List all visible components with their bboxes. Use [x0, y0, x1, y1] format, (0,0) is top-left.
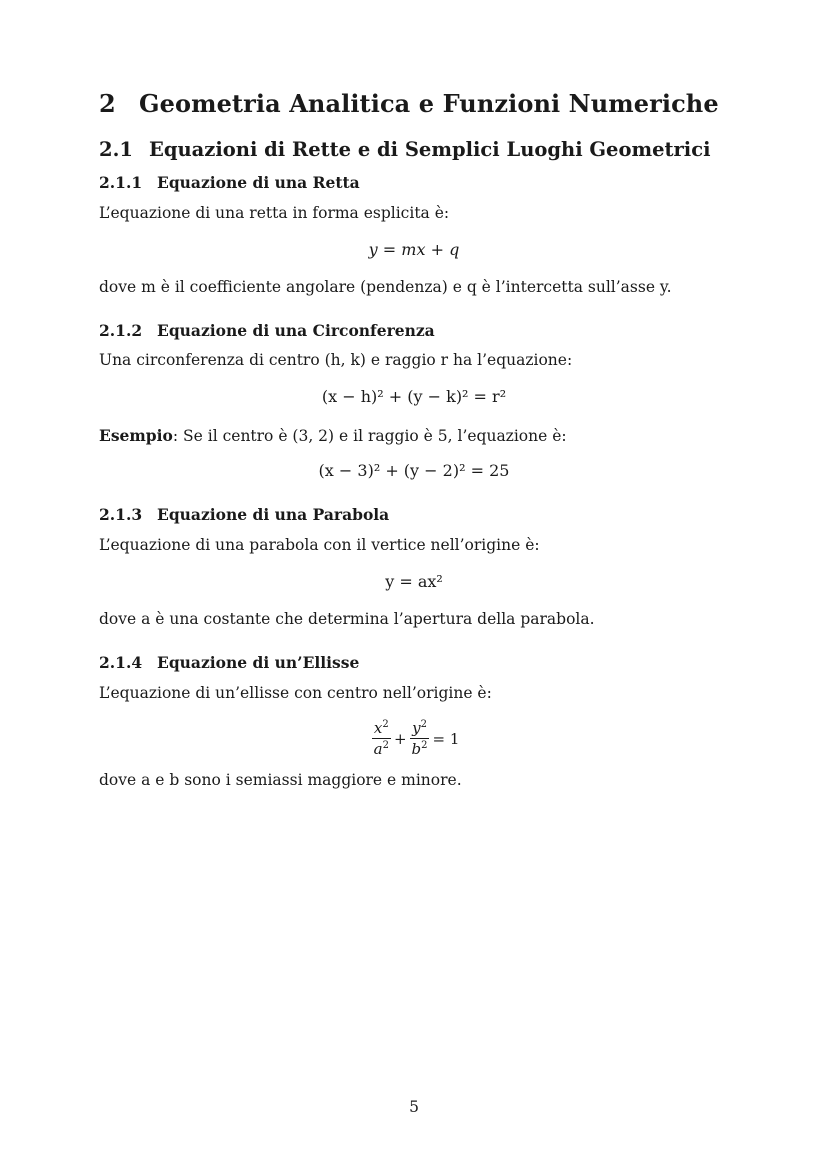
subsection-heading	[99, 138, 710, 161]
fraction-x: $\frac{x^2}{a^2}$	[373, 719, 389, 758]
circonferenza-intro: Una circonferenza di centro (h, k) e raggio r ha l’equazione:	[99, 351, 573, 369]
section-title: Geometria Analitica e Funzioni Numeriche	[139, 89, 719, 118]
circonferenza-number: 2.1.2	[99, 321, 143, 340]
retta-heading	[99, 173, 360, 192]
parabola-heading	[99, 505, 389, 524]
circonferenza-example	[99, 426, 567, 445]
retta-title: Equazione di una Retta	[157, 173, 360, 192]
parabola-title: Equazione di una Parabola	[157, 505, 390, 524]
example-text: : Se il centro è (3, 2) e il raggio è 5, l’equazione è:	[172, 427, 567, 445]
circonferenza-example-equation: (x − 3)² + (y − 2)² = 25	[318, 461, 510, 480]
ellisse-equation: $\frac{x^2}{a^2}$ + $\frac{y^2}{b^2}$ = 1	[373, 719, 460, 758]
ellisse-title: Equazione di un’Ellisse	[157, 653, 360, 672]
circonferenza-heading	[99, 321, 435, 340]
retta-equation: y = mx + q	[368, 240, 460, 259]
page-number: 5	[409, 1098, 419, 1116]
parabola-equation: y = ax²	[385, 572, 443, 591]
section-heading	[99, 89, 719, 118]
ellisse-number: 2.1.4	[99, 653, 143, 672]
retta-number: 2.1.1	[99, 173, 143, 192]
parabola-number: 2.1.3	[99, 505, 143, 524]
example-label: Esempio	[99, 426, 173, 445]
ellisse-heading	[99, 653, 359, 672]
ellisse-description: dove a e b sono i semiassi maggiore e minore.	[99, 771, 462, 789]
retta-intro: L’equazione di una retta in forma esplicita è:	[99, 204, 450, 222]
subsection-number: 2.1	[99, 138, 133, 161]
section-number: 2	[99, 89, 116, 118]
fraction-y: $\frac{y^2}{b^2}$	[411, 719, 428, 758]
retta-description: dove m è il coefficiente angolare (pendenza) e q è l’intercetta sull’asse y.	[99, 278, 672, 296]
subsection-title: Equazioni di Rette e di Semplici Luoghi Geometrici	[149, 138, 711, 161]
parabola-intro: L’equazione di una parabola con il vertice nell’origine è:	[99, 536, 540, 554]
circonferenza-equation: (x − h)² + (y − k)² = r²	[321, 387, 507, 406]
circonferenza-title: Equazione di una Circonferenza	[157, 321, 435, 340]
parabola-description: dove a è una costante che determina l’apertura della parabola.	[99, 610, 595, 628]
ellisse-intro: L’equazione di un’ellisse con centro nell’origine è:	[99, 684, 492, 702]
